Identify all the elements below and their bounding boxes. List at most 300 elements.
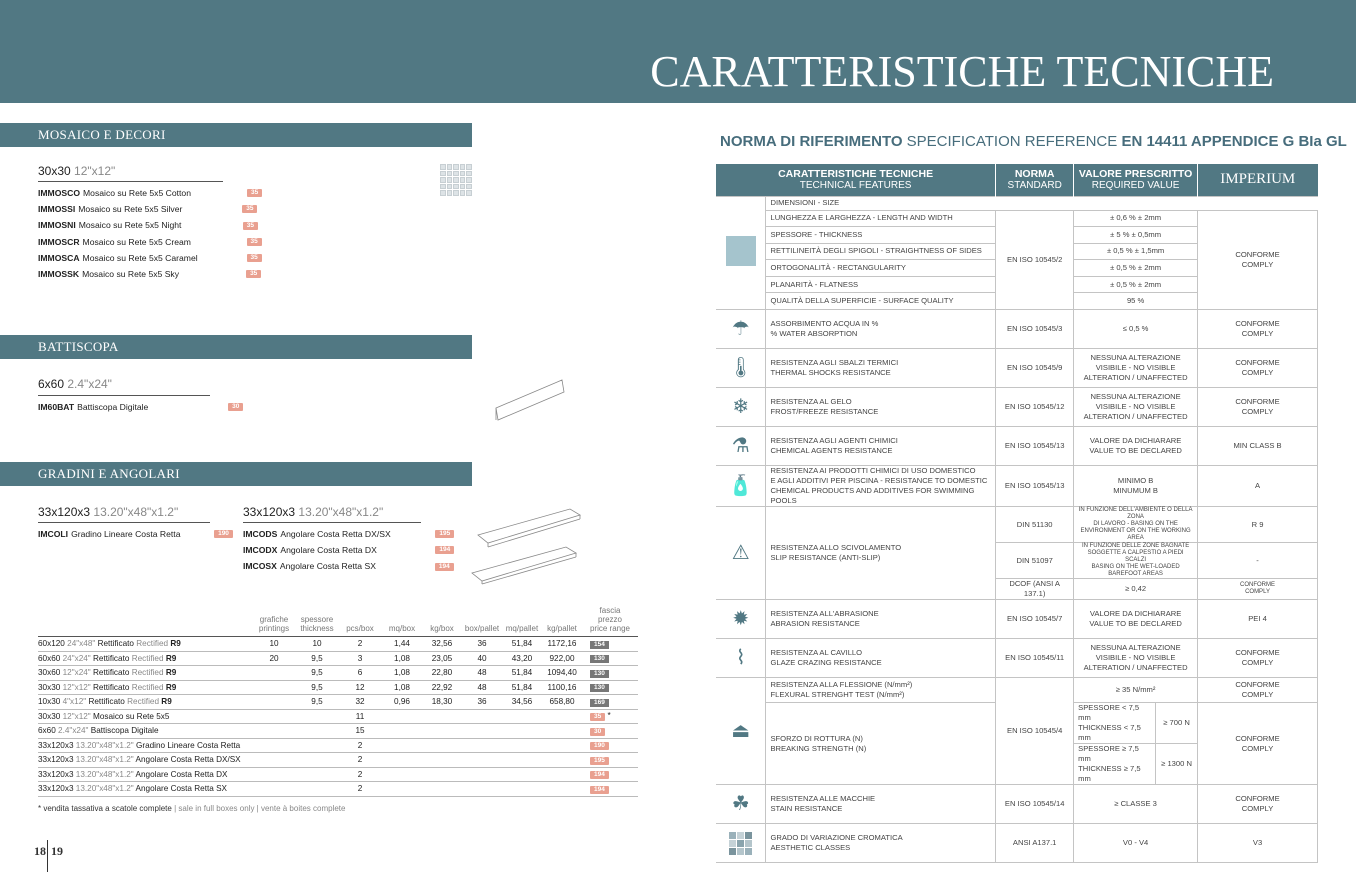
gradini-col1-list bbox=[38, 526, 233, 542]
price-cell bbox=[582, 724, 638, 739]
divider bbox=[38, 181, 223, 182]
norm-label-it: NORMA DI RIFERIMENTO bbox=[720, 133, 903, 150]
cell-spessore bbox=[296, 753, 338, 768]
cell-line: CONFORME bbox=[1235, 249, 1280, 259]
cell-line: THICKNESS ≥ 7,5 mm bbox=[1078, 764, 1141, 784]
feature-icon: 🧴 bbox=[728, 475, 754, 498]
mosaic-cell bbox=[460, 171, 466, 177]
mosaic-cell bbox=[440, 184, 446, 190]
cell-line: BREAKING STRENGTH (N) bbox=[770, 743, 867, 753]
cell-boxpallet bbox=[462, 767, 502, 782]
feature-icon: ☘ bbox=[731, 793, 750, 816]
value-cell bbox=[1074, 785, 1198, 824]
table-row bbox=[716, 678, 1318, 703]
value-cell bbox=[1074, 543, 1198, 579]
tech-table bbox=[716, 164, 1318, 863]
table-row bbox=[38, 767, 638, 782]
format-inches: 13.20"x48"x1.2" bbox=[75, 769, 134, 779]
cell-line: BASING ON THE WET-LOADED bbox=[1091, 564, 1180, 571]
cell-mqbox: 1,08 bbox=[382, 666, 422, 681]
cell-line: PEI 4 bbox=[1248, 614, 1267, 624]
norm-cell: EN ISO 10545/3 bbox=[996, 310, 1074, 349]
product-desc: Mosaico su Rete 5x5 Night bbox=[78, 220, 182, 231]
table-row bbox=[716, 310, 1318, 349]
divider bbox=[243, 522, 421, 523]
price-cell bbox=[582, 651, 638, 666]
cell-lines bbox=[1078, 744, 1140, 783]
header-norm bbox=[996, 164, 1074, 196]
cell-line: RESISTENZA ALLE MACCHIE bbox=[770, 794, 876, 804]
col-header-text: mq/pallet bbox=[505, 624, 539, 633]
format-size: 30x30 bbox=[38, 711, 61, 721]
cell-line: SLIP RESISTANCE (ANTI-SLIP) bbox=[770, 553, 881, 563]
cell-line: SOGGETTE A CALPESTIO A PIEDI SCALZI bbox=[1087, 550, 1184, 564]
cell-kgbox bbox=[422, 782, 462, 797]
price-badge: 35 bbox=[246, 270, 261, 278]
product-code: IMMOSCO bbox=[38, 188, 81, 198]
feature-cell bbox=[766, 507, 996, 600]
cell-line: ENVIRONMENT OR ON THE WORKING AREA bbox=[1080, 528, 1191, 542]
cell-line: THICKNESS < 7,5 mm bbox=[1078, 723, 1141, 743]
format-desc: Rettificato bbox=[93, 653, 130, 663]
norm-cell: EN ISO 10545/7 bbox=[996, 600, 1074, 639]
value-cell: 95 % bbox=[1074, 293, 1198, 310]
value-cell bbox=[1074, 466, 1198, 507]
cell-pcs: 2 bbox=[338, 767, 382, 782]
col-header-text: fascia bbox=[599, 606, 621, 615]
cell-grafiche bbox=[252, 753, 296, 768]
imperium-cell bbox=[1198, 310, 1318, 349]
table-row bbox=[38, 651, 638, 666]
product-desc: Mosaico su Rete 5x5 Sky bbox=[82, 269, 180, 280]
feature-cell: SPESSORE - THICKNESS bbox=[766, 227, 996, 244]
format-size: 30x60 bbox=[38, 668, 61, 678]
header-norm-it: NORMA bbox=[1014, 167, 1055, 180]
product-desc: Mosaico su Rete 5x5 Cream bbox=[82, 236, 191, 247]
mosaic-cell bbox=[460, 177, 466, 183]
feature-cell bbox=[766, 785, 996, 824]
cell-kgbox: 32,56 bbox=[422, 637, 462, 652]
cell-grafiche: 20 bbox=[252, 651, 296, 666]
table-row bbox=[38, 637, 638, 652]
mosaic-cell bbox=[440, 190, 446, 196]
format-size: 60x120 bbox=[38, 639, 65, 649]
cell-grafiche: 10 bbox=[252, 637, 296, 652]
gradini-col2-size-heading bbox=[243, 505, 383, 519]
cell-line: BAREFOOT AREAS bbox=[1108, 571, 1163, 578]
price-badge: 190 bbox=[590, 742, 609, 750]
table-row bbox=[716, 349, 1318, 388]
imperium-cell bbox=[1198, 785, 1318, 824]
icon-cell bbox=[716, 427, 766, 466]
cell-line: COMPLY bbox=[1241, 658, 1274, 668]
product-row bbox=[38, 201, 262, 217]
format-cell bbox=[38, 738, 252, 753]
section-header-battiscopa: BATTISCOPA bbox=[0, 335, 472, 359]
format-cell bbox=[38, 709, 252, 724]
cell-lines bbox=[1235, 358, 1279, 377]
feature-cell: RETTILINEITÀ DEGLI SPIGOLI - STRAIGHTNESS OF SIDES bbox=[766, 243, 996, 260]
table-row bbox=[716, 388, 1318, 427]
cell-line: FROST/FREEZE RESISTANCE bbox=[770, 407, 879, 417]
cell-line: VALORE DA DICHIARARE bbox=[1089, 436, 1182, 446]
price-table bbox=[38, 606, 638, 797]
page-number-right: 19 bbox=[51, 844, 63, 858]
cell-spessore bbox=[296, 767, 338, 782]
cell-line: V3 bbox=[1252, 838, 1263, 848]
value-cell: ± 0,6 % ± 2mm bbox=[1074, 210, 1198, 227]
cell-mqpallet: 51,84 bbox=[502, 680, 542, 695]
cell-line: NESSUNA ALTERAZIONE bbox=[1090, 643, 1181, 653]
color-swatch bbox=[729, 832, 736, 839]
cell-line: DI LAVORO - BASING ON THE bbox=[1093, 521, 1178, 528]
feature-cell: ORTOGONALITÀ - RECTANGULARITY bbox=[766, 260, 996, 277]
norm-cell: EN ISO 10545/4 bbox=[996, 678, 1074, 785]
table-row bbox=[38, 738, 638, 753]
col-header bbox=[338, 606, 382, 637]
feature-cell bbox=[766, 388, 996, 427]
format-cell bbox=[38, 724, 252, 739]
table-row bbox=[716, 639, 1318, 678]
cell-line: GRADO DI VARIAZIONE CROMATICA bbox=[770, 833, 903, 843]
slip-class: R9 bbox=[170, 639, 181, 649]
cell-lines bbox=[1252, 520, 1264, 529]
cell-line: RESISTENZA AL GELO bbox=[770, 397, 852, 407]
mosaic-cell bbox=[453, 171, 459, 177]
cell-kgbox: 23,05 bbox=[422, 651, 462, 666]
format-desc-en: Rectified bbox=[131, 682, 164, 692]
mosaic-cell bbox=[460, 164, 466, 170]
format-inches: 24"x48" bbox=[67, 639, 96, 649]
cell-lines bbox=[1235, 680, 1279, 699]
cell-line: ABRASION RESISTANCE bbox=[770, 619, 860, 629]
cell-spessore: 9,5 bbox=[296, 695, 338, 710]
value-cell: ± 5 % ± 0,5mm bbox=[1074, 227, 1198, 244]
cell-pcs: 2 bbox=[338, 637, 382, 652]
color-swatch bbox=[745, 832, 752, 839]
star-note: * bbox=[607, 711, 611, 721]
product-desc: Mosaico su Rete 5x5 Caramel bbox=[82, 252, 198, 263]
product-code: IM60BAT bbox=[38, 402, 75, 412]
cell-mqbox bbox=[382, 753, 422, 768]
price-cell bbox=[582, 753, 638, 768]
mosaic-cell bbox=[453, 184, 459, 190]
product-row bbox=[38, 526, 233, 542]
cell-lines bbox=[1114, 799, 1157, 808]
icon-cell bbox=[716, 824, 766, 863]
cell-lines bbox=[770, 734, 866, 753]
format-inches: 2.4"x24" bbox=[58, 726, 89, 736]
price-badge: 35 bbox=[590, 713, 605, 721]
format-inches: 4"x12" bbox=[62, 697, 87, 707]
format-cell bbox=[38, 666, 252, 681]
format-size: 33x120x3 bbox=[38, 755, 74, 765]
product-code: IMMOSCA bbox=[38, 252, 80, 263]
header-value-en: REQUIRED VALUE bbox=[1091, 179, 1180, 191]
feature-cell: PLANARITÀ - FLATNESS bbox=[766, 276, 996, 293]
cell-line: ALTERATION / UNAFFECTED bbox=[1083, 412, 1188, 422]
cell-line: CONFORME bbox=[1235, 397, 1280, 407]
price-badge: 190 bbox=[214, 530, 233, 538]
price-badge: 130 bbox=[590, 670, 609, 678]
feature-cell bbox=[766, 466, 996, 507]
footnote bbox=[38, 804, 345, 813]
feature-cell bbox=[766, 824, 996, 863]
mosaic-cell bbox=[447, 184, 453, 190]
slip-class: R9 bbox=[165, 668, 177, 678]
format-cell bbox=[38, 695, 252, 710]
value-cell: ≥ 700 N bbox=[1156, 703, 1198, 744]
cell-pcs: 2 bbox=[338, 782, 382, 797]
size-label: 33x120x3 bbox=[243, 505, 296, 519]
battiscopa-product-list bbox=[38, 399, 243, 415]
table-row bbox=[716, 210, 1318, 227]
format-desc: Mosaico su Rete 5x5 bbox=[93, 711, 170, 721]
feature-cell bbox=[766, 349, 996, 388]
cell-lines bbox=[770, 543, 901, 562]
icon-cell bbox=[716, 785, 766, 824]
cell-lines bbox=[1078, 703, 1141, 742]
table-row bbox=[38, 782, 638, 797]
cell-line: ALTERATION / UNAFFECTED bbox=[1083, 663, 1188, 673]
cell-lines bbox=[1089, 609, 1181, 628]
price-cell bbox=[582, 637, 638, 652]
value-cell bbox=[1074, 427, 1198, 466]
cell-lines bbox=[1235, 794, 1279, 813]
icon-cell bbox=[716, 310, 766, 349]
footnote-rest: | sale in full boxes only | vente à boites complete bbox=[174, 804, 346, 813]
icon-cell bbox=[716, 388, 766, 427]
feature-icon: ❄ bbox=[732, 396, 750, 419]
skirting-illustration bbox=[490, 374, 570, 424]
imperium-cell bbox=[1198, 678, 1318, 703]
mosaic-cell bbox=[466, 171, 472, 177]
cell-line: SFORZO DI ROTTURA (N) bbox=[770, 733, 863, 743]
norm-label-en: SPECIFICATION REFERENCE bbox=[906, 133, 1118, 150]
format-desc-en: Rectified bbox=[136, 639, 169, 649]
mosaic-cell bbox=[440, 177, 446, 183]
format-desc: Rettificato bbox=[97, 639, 134, 649]
cell-line: COMPLY bbox=[1241, 259, 1274, 269]
cell-lines bbox=[770, 648, 881, 667]
cell-line: A bbox=[1254, 481, 1261, 491]
cell-kgpallet bbox=[542, 782, 582, 797]
product-desc: Mosaico su Rete 5x5 Silver bbox=[78, 204, 183, 215]
page-title: CARATTERISTICHE TECNICHE bbox=[650, 47, 1274, 96]
cell-kgbox bbox=[422, 753, 462, 768]
norm-cell: EN ISO 10545/14 bbox=[996, 785, 1074, 824]
price-badge: 194 bbox=[590, 771, 609, 779]
price-badge: 169 bbox=[590, 699, 609, 707]
format-inches: 12"x24" bbox=[62, 668, 91, 678]
cell-grafiche bbox=[252, 724, 296, 739]
cell-line: NESSUNA ALTERAZIONE bbox=[1090, 353, 1181, 363]
cell-pcs: 6 bbox=[338, 666, 382, 681]
table-row bbox=[716, 427, 1318, 466]
cell-line: IN FUNZIONE DELLE ZONE BAGNATE bbox=[1081, 543, 1190, 550]
format-size: 60x60 bbox=[38, 653, 61, 663]
product-code: IMCOLI bbox=[38, 529, 69, 539]
cell-line: V0 - V4 bbox=[1122, 838, 1149, 848]
format-desc-en: Rectified bbox=[127, 697, 159, 707]
norm-cell: EN ISO 10545/11 bbox=[996, 639, 1074, 678]
cell-lines bbox=[1123, 324, 1149, 333]
cell-line: AESTHETIC CLASSES bbox=[770, 843, 851, 853]
cell-mqbox bbox=[382, 782, 422, 797]
slip-class: R9 bbox=[165, 682, 177, 692]
cell-mqbox: 1,08 bbox=[382, 680, 422, 695]
cell-lines bbox=[770, 680, 912, 699]
cell-kgpallet: 1172,16 bbox=[542, 637, 582, 652]
mosaic-cell bbox=[447, 177, 453, 183]
header-features-it: CARATTERISTICHE TECNICHE bbox=[778, 167, 934, 180]
product-desc: Gradino Lineare Costa Retta bbox=[71, 529, 181, 539]
size-inches: 13.20"x48"x1.2" bbox=[298, 505, 384, 519]
cell-lines bbox=[1248, 614, 1267, 623]
cell-spessore: 9,5 bbox=[296, 680, 338, 695]
table-row bbox=[716, 824, 1318, 863]
feature-cell bbox=[766, 310, 996, 349]
tile-swatch-icon bbox=[726, 236, 756, 266]
cell-line: COMPLY bbox=[1241, 690, 1274, 700]
format-desc-en: Rectified bbox=[131, 668, 164, 678]
product-code: IMCOSX bbox=[243, 561, 277, 572]
cell-line: ALTERATION / UNAFFECTED bbox=[1083, 373, 1188, 383]
norm-cell: DCOF (ANSI A 137.1) bbox=[996, 579, 1074, 600]
value-cell: ≥ 35 N/mm² bbox=[1074, 678, 1198, 703]
price-badge: 30 bbox=[228, 403, 243, 411]
cell-line: THERMAL SHOCKS RESISTANCE bbox=[770, 368, 891, 378]
product-desc: Angolare Costa Retta DX bbox=[280, 545, 377, 556]
cell-line: % WATER ABSORPTION bbox=[770, 329, 858, 339]
product-code: IMMOSCR bbox=[38, 236, 80, 247]
cell-pcs: 2 bbox=[338, 738, 382, 753]
price-badge: 35 bbox=[247, 189, 262, 197]
cell-lines bbox=[770, 794, 875, 813]
cell-boxpallet bbox=[462, 738, 502, 753]
size-label: 30x30 bbox=[38, 164, 71, 178]
cell-lines bbox=[1089, 436, 1181, 455]
cell-mqbox: 1,44 bbox=[382, 637, 422, 652]
cell-mqbox bbox=[382, 709, 422, 724]
cell-kgpallet bbox=[542, 709, 582, 724]
cell-kgpallet bbox=[542, 753, 582, 768]
value-cell: ± 0,5 % ± 1,5mm bbox=[1074, 243, 1198, 260]
cell-lines bbox=[1113, 476, 1158, 495]
format-inches: 13.20"x48"x1.2" bbox=[75, 784, 134, 794]
cell-line: SPESSORE < 7,5 mm bbox=[1078, 703, 1140, 723]
imperium-cell bbox=[1198, 579, 1318, 600]
size-inches: 2.4"x24" bbox=[67, 377, 112, 391]
product-row bbox=[243, 526, 454, 542]
format-desc: Gradino Lineare Costa Retta bbox=[135, 740, 241, 750]
cell-line: CONFORME bbox=[1235, 794, 1280, 804]
cell-line: RESISTENZA AGLI AGENTI CHIMICI bbox=[770, 436, 898, 446]
cell-boxpallet bbox=[462, 782, 502, 797]
color-swatch bbox=[737, 848, 744, 855]
page-separator bbox=[47, 840, 48, 872]
product-row bbox=[38, 185, 262, 201]
dimensions-label: DIMENSIONI - SIZE bbox=[766, 196, 1318, 210]
format-inches: 12"x12" bbox=[62, 682, 91, 692]
product-desc: Mosaico su Rete 5x5 Cotton bbox=[83, 188, 191, 198]
price-cell bbox=[582, 695, 638, 710]
product-code: IMMOSNI bbox=[38, 220, 76, 231]
price-table-header bbox=[38, 606, 638, 637]
gradini-col1-size-heading bbox=[38, 505, 178, 519]
cell-lines bbox=[1253, 838, 1262, 847]
cell-mqbox bbox=[382, 724, 422, 739]
imperium-cell bbox=[1198, 388, 1318, 427]
cell-grafiche bbox=[252, 695, 296, 710]
cell-lines bbox=[1235, 250, 1279, 269]
mosaic-cell bbox=[466, 164, 472, 170]
cell-lines bbox=[1084, 643, 1188, 672]
value-cell bbox=[1074, 507, 1198, 543]
product-desc: Battiscopa Digitale bbox=[77, 402, 149, 412]
cell-lines bbox=[1123, 838, 1148, 847]
format-desc: Battiscopa Digitale bbox=[90, 726, 159, 736]
mosaico-product-list bbox=[38, 185, 262, 282]
cell-line: VALUE TO BE DECLARED bbox=[1089, 619, 1182, 629]
header-value bbox=[1074, 164, 1198, 196]
color-swatch bbox=[729, 848, 736, 855]
cell-line: CONFORME bbox=[1235, 680, 1280, 690]
header-norm-en: STANDARD bbox=[1007, 179, 1062, 191]
table-row bbox=[38, 666, 638, 681]
price-badge: 194 bbox=[435, 546, 454, 554]
cell-grafiche bbox=[252, 767, 296, 782]
value-cell bbox=[1074, 824, 1198, 863]
thickness-cell bbox=[1074, 703, 1156, 744]
product-row bbox=[38, 234, 262, 250]
value-cell bbox=[1074, 349, 1198, 388]
cell-lines bbox=[1082, 543, 1189, 577]
color-swatch bbox=[729, 840, 736, 847]
product-row bbox=[243, 542, 454, 558]
cell-mqpallet: 34,56 bbox=[502, 695, 542, 710]
product-row bbox=[38, 266, 262, 282]
color-swatch bbox=[737, 832, 744, 839]
battiscopa-size-heading bbox=[38, 377, 112, 391]
feature-cell bbox=[766, 678, 996, 703]
imperium-cell bbox=[1198, 600, 1318, 639]
color-swatch bbox=[745, 848, 752, 855]
mosaic-cell bbox=[466, 190, 472, 196]
cell-pcs: 2 bbox=[338, 753, 382, 768]
norm-cell: EN ISO 10545/13 bbox=[996, 466, 1074, 507]
col-header-text: grafiche bbox=[259, 615, 289, 624]
header-value-it: VALORE PRESCRITTO bbox=[1078, 167, 1193, 180]
cell-line: IN FUNZIONE DELL'AMBIENTE O DELLA ZONA bbox=[1078, 507, 1193, 521]
feature-cell bbox=[766, 427, 996, 466]
price-badge: 35 bbox=[247, 238, 262, 246]
col-header bbox=[382, 606, 422, 637]
cell-line: CHEMICAL PRODUCTS AND ADDITIVES FOR SWIMMING POOLS bbox=[770, 486, 975, 506]
price-badge: 130 bbox=[590, 684, 609, 692]
feature-icon: ✹ bbox=[732, 608, 750, 631]
cell-line: VISIBILE - NO VISIBLE bbox=[1095, 653, 1176, 663]
price-badge: 35 bbox=[242, 205, 257, 213]
col-header-text: thickness bbox=[300, 624, 334, 633]
product-row bbox=[38, 250, 262, 266]
cell-lines bbox=[1235, 734, 1279, 753]
table-row bbox=[38, 724, 638, 739]
imperium-cell bbox=[1198, 507, 1318, 543]
cell-boxpallet: 48 bbox=[462, 666, 502, 681]
mosaic-cell bbox=[447, 190, 453, 196]
price-badge: 35 bbox=[243, 222, 258, 230]
